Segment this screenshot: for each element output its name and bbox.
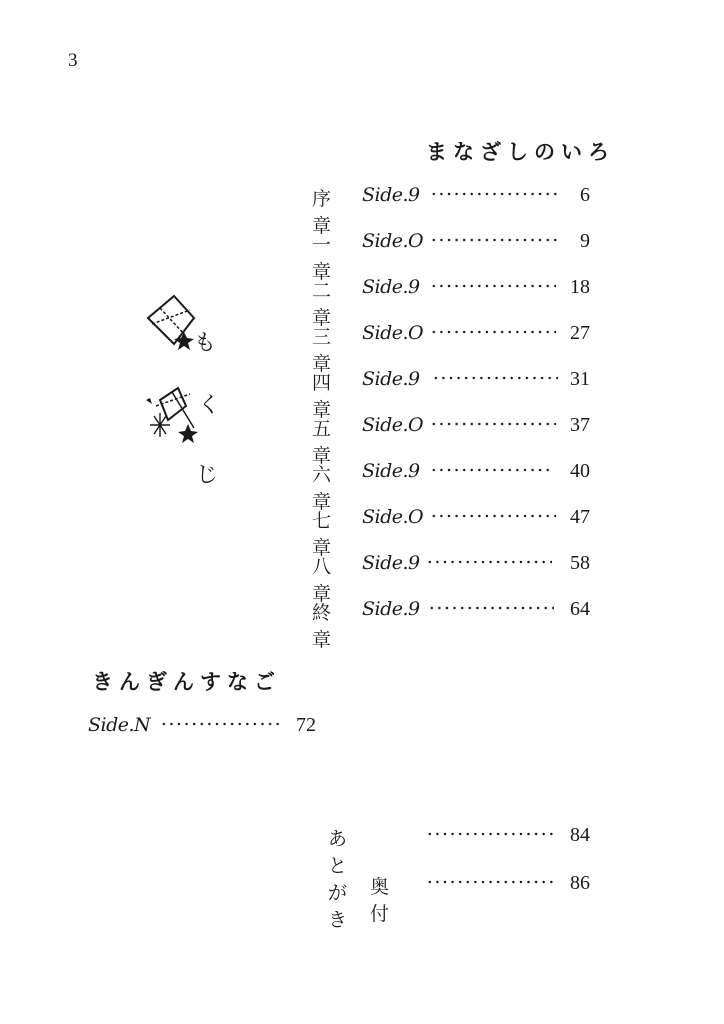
backmatter-label: あとがき [328, 828, 348, 931]
side-label: Side.9 [362, 598, 420, 620]
toc-title-decoration [138, 288, 238, 488]
chapter-label: 三章 [312, 326, 332, 375]
section-title-manazashi: まなざしのいろ [426, 140, 615, 164]
dot-leader [160, 722, 284, 726]
page-ref: 86 [570, 872, 590, 894]
dot-leader [426, 560, 552, 564]
page-ref: 27 [570, 322, 590, 344]
side-label: Side.9 [362, 552, 420, 574]
side-label: Side.O [362, 230, 424, 252]
dot-leader [430, 330, 556, 334]
side-label: Side.9 [362, 276, 420, 298]
dot-leader [430, 468, 554, 472]
dot-leader [430, 514, 556, 518]
dot-leader [428, 606, 554, 610]
dot-leader [430, 192, 558, 196]
side-label: Side.O [362, 322, 424, 344]
page-ref: 58 [570, 552, 590, 574]
decoration-kana-mo: も [194, 331, 217, 356]
side-label: Side.O [362, 414, 424, 436]
dot-leader [432, 376, 558, 380]
page-ref: 9 [580, 230, 590, 252]
side-label: Side.O [362, 506, 424, 528]
sparkle-icon [138, 288, 238, 488]
chapter-label: 序章 [312, 188, 332, 237]
page-ref: 84 [570, 824, 590, 846]
backmatter-label: 奥付 [370, 876, 390, 925]
decoration-kana-ku: く [198, 393, 221, 418]
chapter-label: 八章 [312, 556, 332, 605]
page-number: 3 [68, 50, 78, 71]
page-ref: 64 [570, 598, 590, 620]
dot-leader [426, 832, 554, 836]
dot-leader [426, 880, 554, 884]
page-ref: 18 [570, 276, 590, 298]
page-ref: 47 [570, 506, 590, 528]
side-label: Side.9 [362, 368, 420, 390]
page-ref: 37 [570, 414, 590, 436]
page-ref: 6 [580, 184, 590, 206]
section-title-kinginsunago: きんぎんすなご [92, 670, 281, 694]
chapter-label: 四章 [312, 372, 332, 421]
dot-leader [430, 284, 556, 288]
dot-leader [430, 422, 556, 426]
page-ref: 72 [296, 714, 316, 736]
page-ref: 31 [570, 368, 590, 390]
dot-leader [430, 238, 558, 242]
chapter-label: 一章 [312, 234, 332, 283]
chapter-label: 六章 [312, 464, 332, 513]
chapter-label: 終章 [312, 602, 332, 651]
chapter-label: 二章 [312, 280, 332, 329]
chapter-label: 五章 [312, 418, 332, 467]
page-ref: 40 [570, 460, 590, 482]
side-label: Side.N [88, 714, 151, 736]
decoration-kana-ji: じ [196, 463, 219, 488]
chapter-label: 七章 [312, 510, 332, 559]
side-label: Side.9 [362, 460, 420, 482]
side-label: Side.9 [362, 184, 420, 206]
